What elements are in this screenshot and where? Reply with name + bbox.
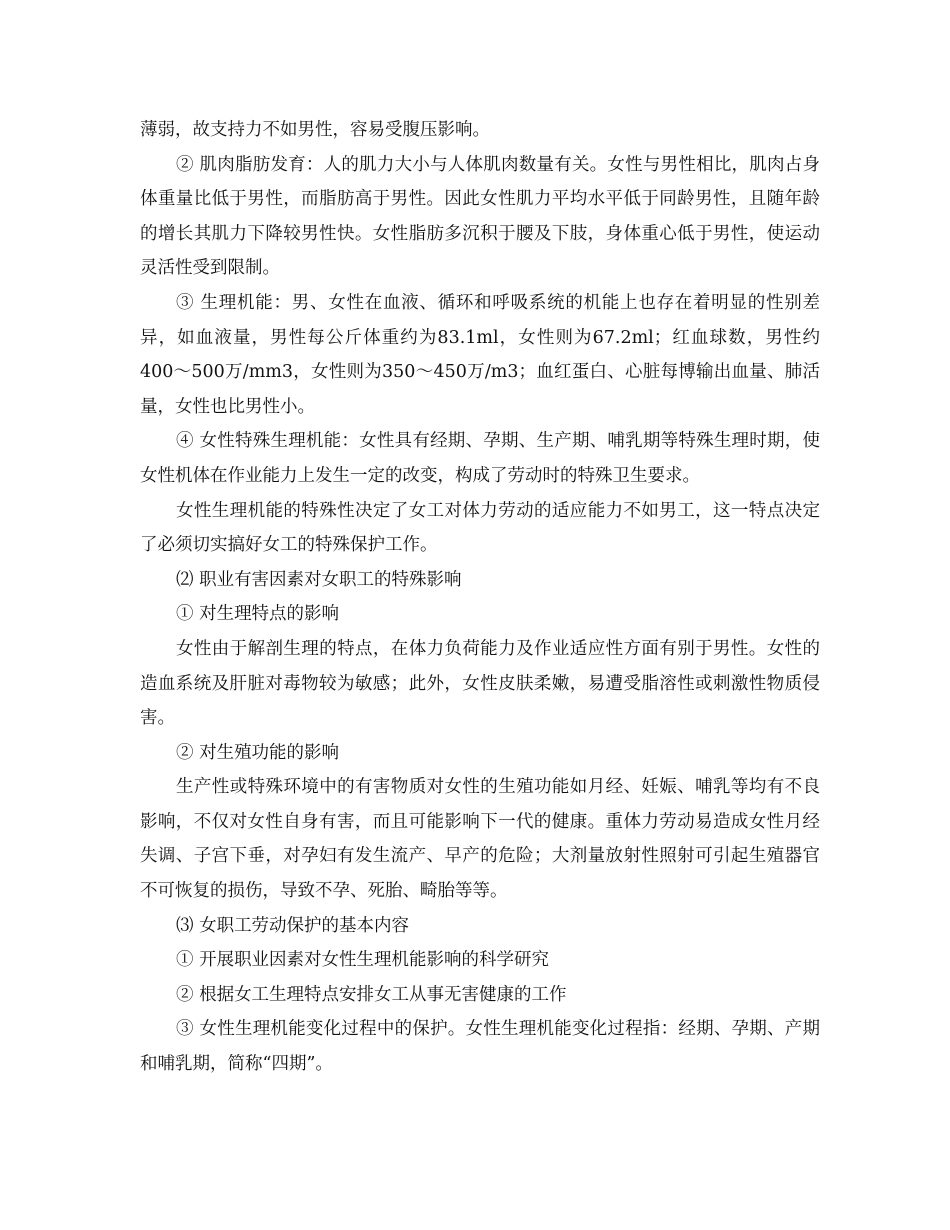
paragraph-summary: 女性生理机能的特殊性决定了女工对体力劳动的适应能力不如男工，这一特点决定了必须切实搞好女工的特殊保护工作。: [140, 500, 820, 556]
section-heading-protection-content: ⑶ 女职工劳动保护的基本内容: [176, 915, 410, 936]
paragraph-muscle-fat: ② 肌肉脂肪发育：人的肌力大小与人体肌肉数量有关。女性与男性相比，肌肉占身体重量比低于男性，而脂肪高于男性。因此女性肌力平均水平低于同龄男性，且随年龄的增长其肌力下降较男性快。女性脂肪多沉积于腰及下肢，身体重心低于男性，使运动灵活性受到限制。: [140, 154, 820, 279]
list-item-research: ① 开展职业因素对女性生理机能影响的科学研究: [176, 950, 550, 971]
paragraph-continuation: 薄弱，故支持力不如男性，容易受腹压影响。: [140, 120, 490, 140]
section-heading-occupational-hazards: ⑵ 职业有害因素对女职工的特殊影响: [176, 569, 462, 590]
document-body: [140, 113, 820, 1082]
paragraph-reproductive-effects: 生产性或特殊环境中的有害物质对女性的生殖功能如月经、妊娠、哺乳等均有不良影响，不仅对女性自身有害，而且可能影响下一代的健康。重体力劳动易造成女性月经失调、子宫下垂，对孕妇有发生流产、早产的危险；大剂量放射性照射可引起生殖器官不可恢复的损伤，导致不孕、死胎、畸胎等等。: [140, 777, 820, 902]
list-item-work-arrangement: ② 根据女工生理特点安排女工从事无害健康的工作: [176, 984, 567, 1005]
subheading-reproductive-effects: ② 对生殖功能的影响: [176, 742, 340, 763]
list-item-four-periods: ③ 女性生理机能变化过程中的保护。女性生理机能变化过程指：经期、孕期、产期和哺乳期，简称“四期”。: [140, 1019, 820, 1075]
paragraph-special-physiology: ④ 女性特殊生理机能：女性具有经期、孕期、生产期、哺乳期等特殊生理时期，使女性机体在作业能力上发生一定的改变，构成了劳动时的特殊卫生要求。: [140, 431, 820, 486]
paragraph-physiology-effects: 女性由于解剖生理的特点，在体力负荷能力及作业适应性方面有别于男性。女性的造血系统及肝脏对毒物较为敏感；此外，女性皮肤柔嫩，易遭受脂溶性或刺激性物质侵害。: [140, 638, 820, 729]
paragraph-physiology: ③ 生理机能：男、女性在血液、循环和呼吸系统的机能上也存在着明显的性别差异，如血液量，男性每公斤体重约为83.1ml，女性则为67.2ml；红血球数，男性约400～500万/mm3，女性则为350～450万/m3；血红蛋白、心脏每博输出血量、肺活量，女性也比男性小。: [140, 292, 820, 417]
subheading-physiology-effects: ① 对生理特点的影响: [176, 604, 340, 625]
